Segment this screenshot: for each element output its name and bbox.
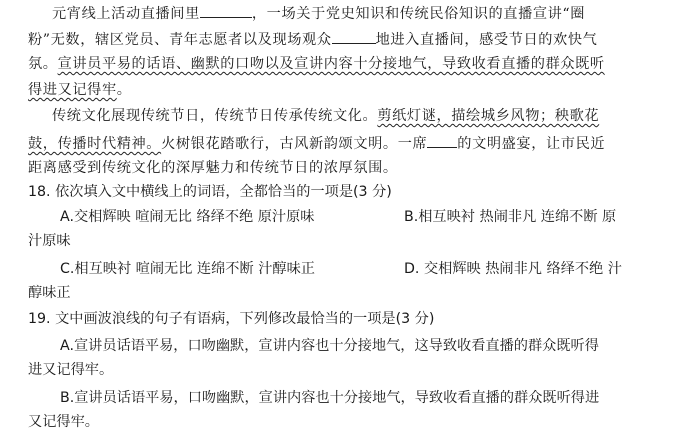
passage-text: 粉”无数，辖区党员、青年志愿者以及现场观众 bbox=[28, 32, 332, 48]
passage-line bbox=[28, 132, 605, 154]
q19-option-a-continuation bbox=[28, 360, 113, 380]
passage-text: 火树银花踏歌行，古风新韵颂文明。一席 bbox=[161, 136, 428, 152]
passage-text: 传统文化展现传统节日，传统节日传承传统文化。 bbox=[52, 108, 378, 124]
q18-option-ab-continuation bbox=[28, 231, 71, 251]
passage-line bbox=[52, 2, 585, 24]
passage-text: 。 bbox=[116, 82, 132, 98]
q19-option-a bbox=[60, 336, 599, 356]
option-text: D. 交相辉映 热闹非凡 络绎不绝 汁 bbox=[404, 261, 622, 277]
passage-line bbox=[28, 28, 597, 50]
option-text: B.相互映衬 热闹非凡 连绵不断 原 bbox=[404, 209, 617, 225]
wavy-underlined-sentence: 鼓，传播时代精神。 bbox=[28, 136, 162, 152]
q18-option-b bbox=[404, 207, 616, 227]
option-text: 汁原味 bbox=[28, 233, 71, 249]
passage-text: 距离感受到传统文化的深厚魅力和传统节日的浓厚氛围。 bbox=[28, 160, 398, 176]
option-text: A.宣讲员话语平易，口吻幽默，宣讲内容也十分接地气，这导致收看直播的群众既听得 bbox=[60, 338, 599, 354]
passage-line bbox=[28, 54, 605, 74]
question-18-stem bbox=[28, 182, 392, 202]
option-text: A.交相辉映 喧闹无比 络绎不绝 原汁原味 bbox=[60, 209, 315, 225]
passage-text: ，一场关于党史知识和传统民俗知识的直播宣讲“圈 bbox=[251, 6, 586, 22]
question-19-stem bbox=[28, 309, 434, 329]
q18-option-a bbox=[60, 207, 315, 227]
wavy-underlined-sentence: 得进又记得牢 bbox=[28, 82, 117, 98]
option-text: 进又记得牢。 bbox=[28, 362, 114, 378]
fill-blank-2 bbox=[332, 28, 376, 44]
q18-option-c bbox=[60, 259, 315, 279]
question-stem-text: 19. 文中画波浪线的句子有语病，下列修改最恰当的一项是(3 分) bbox=[28, 311, 435, 327]
passage-line bbox=[28, 80, 132, 100]
fill-blank-1 bbox=[200, 2, 252, 18]
option-text: 醇味正 bbox=[28, 285, 71, 301]
fill-blank-3 bbox=[427, 132, 457, 148]
option-text: B.宣讲员话语平易，口吻幽默，宣讲内容也十分接地气，导致收看直播的群众既听得进 bbox=[60, 390, 600, 406]
passage-line bbox=[52, 106, 599, 126]
option-text: C.相互映衬 喧闹无比 连绵不断 汁醇味正 bbox=[60, 261, 315, 277]
q18-option-cd-continuation bbox=[28, 283, 71, 303]
q19-option-b-continuation bbox=[28, 412, 99, 432]
question-stem-text: 18. 依次填入文中横线上的词语，全都恰当的一项是(3 分) bbox=[28, 184, 392, 200]
passage-text: 地进入直播间，感受节日的欢快气 bbox=[375, 32, 598, 48]
wavy-underlined-sentence: 剪纸灯谜，描绘城乡风物；秧歌花 bbox=[377, 108, 600, 124]
option-text: 又记得牢。 bbox=[28, 414, 99, 430]
passage-text: 氛。 bbox=[28, 56, 58, 72]
passage-text: 元宵线上活动直播间里 bbox=[52, 6, 200, 22]
q19-option-b bbox=[60, 388, 599, 408]
wavy-underlined-sentence: 宣讲员平易的话语、幽默的口吻以及宣讲内容十分接地气，导致收看直播的群众既听 bbox=[57, 56, 605, 72]
passage-line bbox=[28, 158, 398, 178]
q18-option-d bbox=[404, 259, 622, 279]
passage-text: 的文明盛宴，让市民近 bbox=[457, 136, 606, 152]
